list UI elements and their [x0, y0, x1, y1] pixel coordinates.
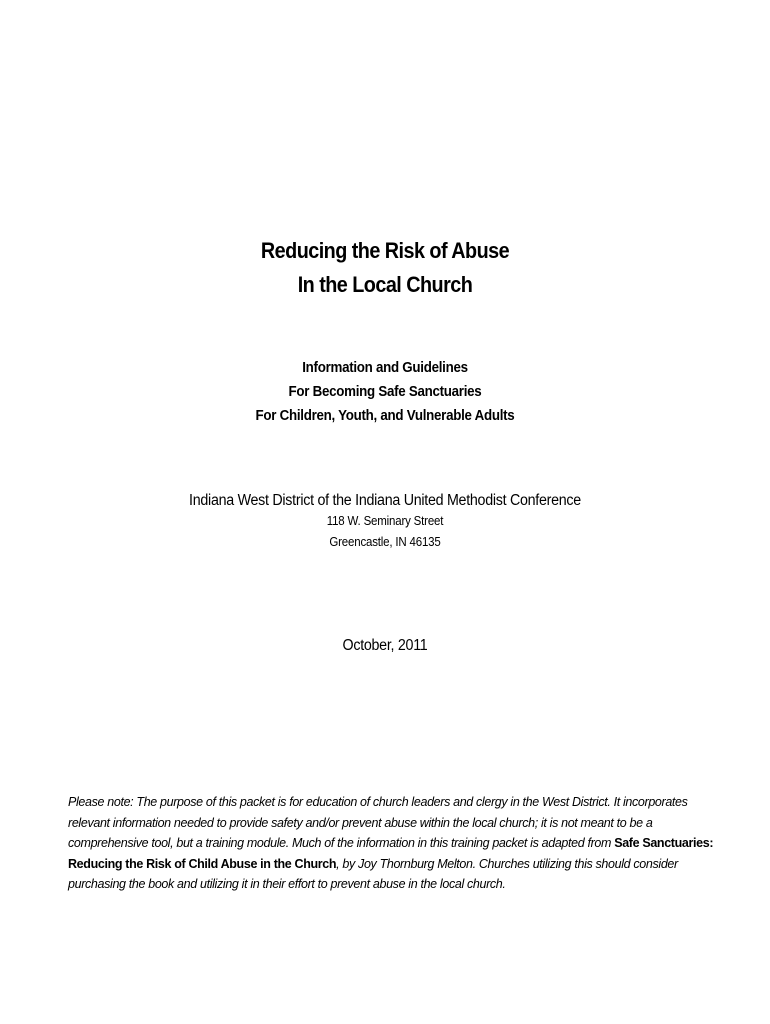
note-text-part-1: Please note: The purpose of this packet is for education of church leaders and clergy in the West District. It incorporates relevant information needed to provide safety and/or prevent abuse within the local church; it is not meant to be a comprehensive tool, but a training module. Much of the information in this training packet is adapted from — [68, 795, 688, 851]
organization-street: 118 W. Seminary Street — [326, 514, 444, 528]
disclaimer-note — [68, 792, 728, 895]
organization-name: Indiana West District of the Indiana United Methodist Conference — [189, 492, 581, 509]
subtitle-line-3: For Children, Youth, and Vulnerable Adults — [255, 408, 515, 424]
note-text-part-2: , by Joy Thornburg Melton. Churches utilizing this should consider purchasing the book and utilizing it in their effort to prevent abuse in the local church. — [68, 856, 678, 892]
subtitle-line-1: Information and Guidelines — [302, 360, 468, 376]
document-date: October, 2011 — [342, 637, 428, 654]
document-title-line-1: Reducing the Risk of Abuse — [260, 238, 510, 263]
organization-city: Greencastle, IN 46135 — [329, 535, 441, 549]
document-title-line-2: In the Local Church — [297, 272, 473, 297]
note-book-title: Safe Sanctuaries: Reducing the Risk of Child Abuse in the Church — [68, 836, 714, 871]
subtitle-line-2: For Becoming Safe Sanctuaries — [288, 384, 482, 400]
